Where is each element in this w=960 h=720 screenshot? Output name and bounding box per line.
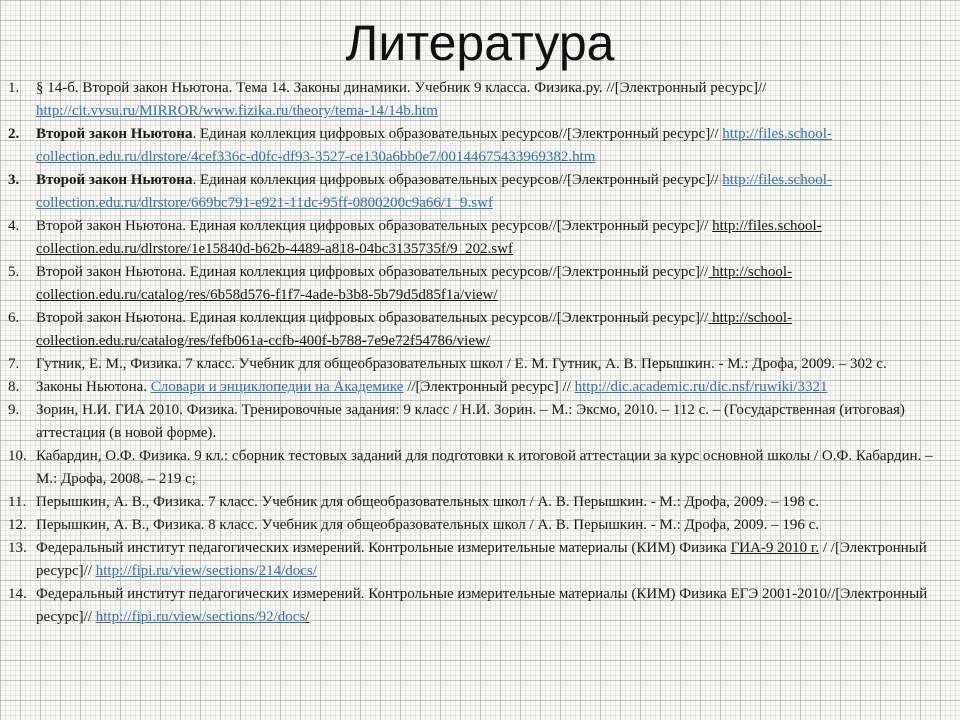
citation-text: Федеральный институт педагогических измерений. Контрольные измерительные материалы (КИМ) Физика ЕГЭ 2001-2010//[Электронный ресурс]// <box>36 586 928 625</box>
item-number: 5. <box>8 264 20 280</box>
reference-link[interactable]: http://dic.academic.ru/dic.nsf/ruwiki/3321 <box>574 379 828 395</box>
list-item <box>8 491 938 514</box>
reference-link[interactable]: http://cit.vvsu.ru/MIRROR/www.fizika.ru/theory/tema-14/14b.htm <box>36 103 438 119</box>
item-text <box>36 261 938 307</box>
item-text <box>36 215 938 261</box>
item-text: Перышкин, А. В., Физика. 8 класс. Учебник для общеобразовательных школ / А. В. Перышкин. - М.: Дрофа, 2009. – 196 с. <box>36 517 820 533</box>
citation-text: § 14-б. Второй закон Ньютона. Тема 14. Законы динамики. Учебник 9 класса. Физика.ру. //[Электронный ресурс]// <box>36 80 767 96</box>
list-item <box>8 215 938 261</box>
list-item <box>8 445 938 491</box>
list-item <box>8 514 938 537</box>
citation-text: Второй закон Ньютона. Единая коллекция цифровых образовательных ресурсов//[Электронный ресурс]// <box>36 310 709 326</box>
citation-text: . Единая коллекция цифровых образовательных ресурсов//[Электронный ресурс]// <box>192 172 719 188</box>
reference-link[interactable]: http://fipi.ru/view/sections/214/docs/ <box>95 563 317 579</box>
list-item <box>8 583 938 629</box>
citation-text: Законы Ньютона. <box>36 379 151 395</box>
item-text: Зорин, Н.И. ГИА 2010. Физика. Тренировочные задания: 9 класс / Н.И. Зорин. – М.: Эксмо, 2010. – 112 с. – (Государственная (итоговая) аттестация (в новой форме). <box>36 402 905 441</box>
item-number: 14. <box>8 586 27 602</box>
citation-title: Второй закон Ньютона <box>36 172 193 188</box>
slide-title: Литература <box>345 15 615 71</box>
item-number: 13. <box>8 540 27 556</box>
item-text <box>36 77 938 123</box>
item-number: 11. <box>8 494 27 510</box>
reference-link[interactable]: http://files.school-collection.edu.ru/dlrstore/4cef336c-d0fc-df93-3527-ce130a6bb0e7/00144675433969382.htm <box>36 126 832 165</box>
item-text <box>36 583 938 629</box>
list-item <box>8 77 938 123</box>
list-item <box>8 169 938 215</box>
citation-text: Федеральный институт педагогических измерений. Контрольные измерительные материалы (КИМ) Физика <box>36 540 731 556</box>
item-text: Перышкин, А. В., Физика. 7 класс. Учебник для общеобразовательных школ / А. В. Перышкин. - М.: Дрофа, 2009. – 198 с. <box>36 494 820 510</box>
reference-url[interactable]: / <box>305 609 310 625</box>
list-item <box>8 353 938 376</box>
item-number: 12. <box>8 517 27 533</box>
item-text: Гутник, Е. М., Физика. 7 класс. Учебник для общеобразовательных школ / Е. М. Гутник, А. В. Перышкин. - М.: Дрофа, 2009. – 302 с. <box>36 356 887 372</box>
item-text <box>36 123 938 169</box>
list-item <box>8 376 938 399</box>
reference-url[interactable]: ГИА-9 2010 г. <box>730 540 820 556</box>
citation-text: . Единая коллекция цифровых образовательных ресурсов//[Электронный ресурс]// <box>192 126 719 142</box>
item-number: 10. <box>8 448 27 464</box>
reference-link[interactable]: http://files.school-collection.edu.ru/dlrstore/669bc791-e921-11dc-95ff-0800200c9a66/1_9.swf <box>36 172 832 211</box>
item-number: 7. <box>8 356 20 372</box>
reference-url[interactable]: http://school-collection.edu.ru/catalog/res/fefb061a-ccfb-400f-b788-7e9e72f54786/view/ <box>36 310 793 349</box>
item-number: 9. <box>8 402 20 418</box>
item-number: 2. <box>8 126 20 142</box>
list-item <box>8 123 938 169</box>
reference-link[interactable]: http://fipi.ru/view/sections/92/docs <box>95 609 306 625</box>
item-text <box>36 537 938 583</box>
item-number: 6. <box>8 310 20 326</box>
item-number: 3. <box>8 172 20 188</box>
citation-text: Второй закон Ньютона. Единая коллекция цифровых образовательных ресурсов//[Электронный ресурс]// <box>36 264 709 280</box>
citation-text: //[Электронный ресурс] // <box>403 379 571 395</box>
list-item <box>8 537 938 583</box>
item-number: 8. <box>8 379 20 395</box>
list-item <box>8 261 938 307</box>
item-text <box>36 307 938 353</box>
citation-title: Второй закон Ньютона <box>36 126 193 142</box>
reference-url[interactable]: http://school-collection.edu.ru/catalog/res/6b58d576-f1f7-4ade-b3b8-5b79d5d85f1a/view/ <box>36 264 793 303</box>
item-number: 1. <box>8 80 20 96</box>
list-item <box>8 307 938 353</box>
list-item <box>8 399 938 445</box>
citation-text: / /[Электронный ресурс]// <box>36 540 927 579</box>
reference-url[interactable]: http://files.school-collection.edu.ru/dlrstore/1e15840d-b62b-4489-a818-04bc3135735f/9_202.swf <box>36 218 822 257</box>
item-number: 4. <box>8 218 20 234</box>
reference-link[interactable]: Словари и энциклопедии на Академике <box>150 379 404 395</box>
item-text <box>36 169 938 215</box>
item-text <box>36 376 938 399</box>
citation-text: Второй закон Ньютона. Единая коллекция цифровых образовательных ресурсов//[Электронный ресурс]// <box>36 218 709 234</box>
reference-list <box>8 77 938 629</box>
item-text: Кабардин, О.Ф. Физика. 9 кл.: сборник тестовых заданий для подготовки к итоговой аттестации за курс основной школы / О.Ф. Кабардин. – М.: Дрофа, 2008. – 219 с; <box>36 448 933 487</box>
